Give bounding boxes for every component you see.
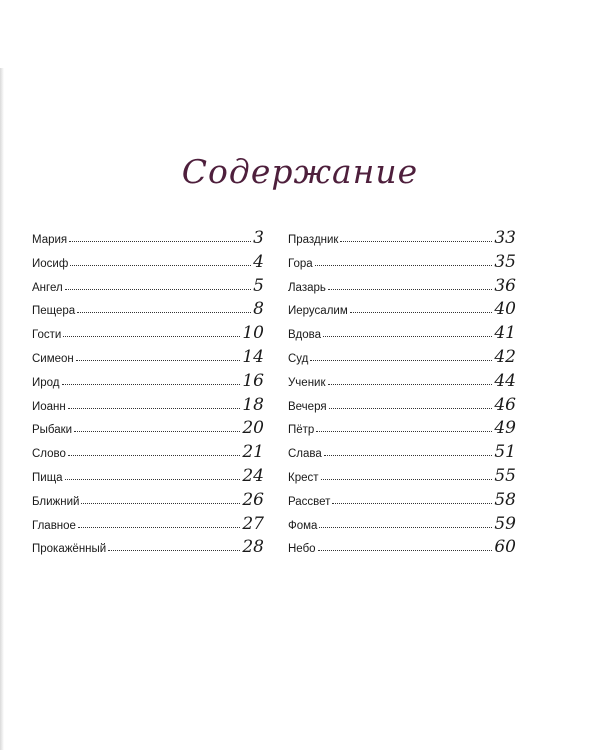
dot-leader — [81, 502, 240, 504]
toc-entry-page: 51 — [494, 442, 516, 463]
page-title: Содержание — [181, 152, 419, 191]
toc-entry[interactable] — [288, 444, 516, 468]
dot-leader — [328, 288, 492, 290]
toc-entry[interactable] — [32, 251, 264, 278]
toc-entry-page: 27 — [242, 513, 264, 534]
dot-leader — [318, 549, 493, 551]
toc-entry-title: Праздник — [288, 234, 339, 246]
dot-leader — [68, 407, 241, 409]
toc-entry-title: Фома — [288, 519, 318, 532]
toc-entry-page: 16 — [242, 370, 264, 391]
toc-entry-page: 60 — [494, 537, 516, 558]
toc-entry[interactable] — [288, 394, 516, 421]
toc-entry-title: Иосиф — [32, 257, 69, 270]
dot-leader — [321, 478, 493, 480]
toc-entry-page: 46 — [494, 394, 516, 415]
toc-entry-title: Пещера — [32, 305, 76, 318]
dot-leader — [78, 526, 240, 528]
toc-left-column — [32, 230, 264, 563]
toc-entry[interactable] — [288, 465, 516, 492]
dot-leader — [350, 311, 493, 313]
toc-entry[interactable] — [288, 346, 516, 373]
toc-entry-page: 28 — [242, 537, 264, 558]
dot-leader — [77, 311, 251, 313]
dot-leader — [65, 288, 251, 290]
toc-entry-page: 8 — [253, 299, 264, 320]
dot-leader — [319, 526, 492, 528]
toc-entry-page: 26 — [242, 489, 264, 510]
toc-entry-title: Прокажённый — [32, 543, 107, 556]
toc-entry-page: 10 — [242, 323, 264, 344]
toc-entry-title: Ангел — [32, 281, 63, 294]
toc-entry[interactable] — [32, 465, 264, 492]
toc-entry-title: Гора — [288, 257, 313, 270]
toc-entry[interactable] — [32, 513, 264, 540]
dot-leader — [323, 335, 492, 337]
toc-entry-page: 20 — [242, 418, 264, 439]
toc-entry[interactable] — [288, 513, 516, 540]
toc-entry[interactable] — [288, 489, 516, 516]
toc-entry[interactable] — [288, 275, 516, 302]
toc-entry[interactable] — [288, 370, 516, 397]
toc-entry[interactable] — [288, 301, 516, 325]
dot-leader — [316, 430, 492, 432]
toc-entry-title: Мария — [32, 234, 68, 246]
toc-entry-page: 49 — [494, 418, 516, 439]
toc-entry-title: Ближний — [32, 495, 80, 508]
toc-entry-page: 24 — [242, 465, 264, 486]
toc-entry-page: 58 — [494, 489, 516, 510]
toc-entry[interactable] — [288, 539, 516, 563]
dot-leader — [65, 478, 241, 480]
toc-entry[interactable] — [288, 230, 516, 254]
toc-entry[interactable] — [32, 301, 264, 325]
toc-entry-title: Иерусалим — [288, 305, 348, 318]
dot-leader — [68, 454, 240, 456]
toc-entry[interactable] — [32, 489, 264, 516]
toc-entry-page: 4 — [253, 251, 264, 272]
toc-entry-page: 5 — [253, 275, 264, 296]
dot-leader — [329, 407, 493, 409]
toc-entry[interactable] — [288, 251, 516, 278]
toc-entry-title: Рыбаки — [32, 424, 73, 437]
toc-entry-title: Слава — [288, 448, 322, 461]
toc-entry-title: Слово — [32, 448, 66, 461]
toc-entry-title: Вечеря — [288, 400, 327, 413]
toc-entry-title: Пища — [32, 471, 63, 484]
toc-entry[interactable] — [32, 444, 264, 468]
toc-entry-page: 3 — [253, 228, 264, 248]
toc-entry[interactable] — [32, 539, 264, 563]
dot-leader — [76, 359, 241, 361]
toc-right-column — [288, 230, 516, 563]
toc-entry-page: 36 — [494, 275, 516, 296]
dot-leader — [315, 264, 493, 266]
toc-entry-title: Рассвет — [288, 495, 331, 508]
toc-entry-page: 33 — [494, 228, 516, 248]
dot-leader — [69, 240, 251, 242]
toc-entry-title: Суд — [288, 352, 309, 365]
toc-entry-title: Пётр — [288, 424, 315, 437]
toc-entry-page: 42 — [494, 346, 516, 367]
dot-leader — [62, 383, 241, 385]
toc-entry-title: Небо — [288, 543, 316, 556]
toc-entry[interactable] — [32, 370, 264, 397]
toc-entry-page: 21 — [242, 442, 264, 463]
dot-leader — [310, 359, 492, 361]
toc-entry[interactable] — [32, 394, 264, 421]
toc-entry[interactable] — [32, 325, 264, 349]
toc-entry-title: Ученик — [288, 376, 326, 389]
dot-leader — [332, 502, 492, 504]
toc-entry-title: Гости — [32, 329, 62, 342]
toc-entry-title: Симеон — [32, 352, 74, 365]
toc-entry-title: Главное — [32, 519, 76, 532]
toc-entry-page: 41 — [494, 323, 516, 344]
dot-leader — [328, 383, 493, 385]
toc-entry[interactable] — [32, 275, 264, 302]
toc-entry[interactable] — [288, 325, 516, 349]
toc-entry-title: Лазарь — [288, 281, 326, 294]
dot-leader — [63, 335, 240, 337]
dot-leader — [74, 430, 240, 432]
toc-entry-page: 44 — [494, 370, 516, 391]
toc-entry-page: 55 — [494, 465, 516, 486]
toc-entry-page: 35 — [494, 251, 516, 272]
dot-leader — [340, 240, 492, 242]
dot-leader — [324, 454, 493, 456]
toc-entry[interactable] — [32, 346, 264, 373]
toc-entry-title: Иоанн — [32, 400, 66, 413]
toc-entry[interactable] — [32, 230, 264, 254]
toc-entry-page: 14 — [242, 346, 264, 367]
toc-entry-page: 40 — [494, 299, 516, 320]
toc-entry-title: Крест — [288, 471, 319, 484]
toc-entry[interactable] — [288, 420, 516, 444]
toc-entry[interactable] — [32, 420, 264, 444]
toc-entry-title: Ирод — [32, 376, 60, 389]
toc-entry-page: 59 — [494, 513, 516, 534]
toc-entry-page: 18 — [242, 394, 264, 415]
dot-leader — [108, 549, 240, 551]
toc-entry-title: Вдова — [288, 329, 322, 342]
dot-leader — [70, 264, 251, 266]
